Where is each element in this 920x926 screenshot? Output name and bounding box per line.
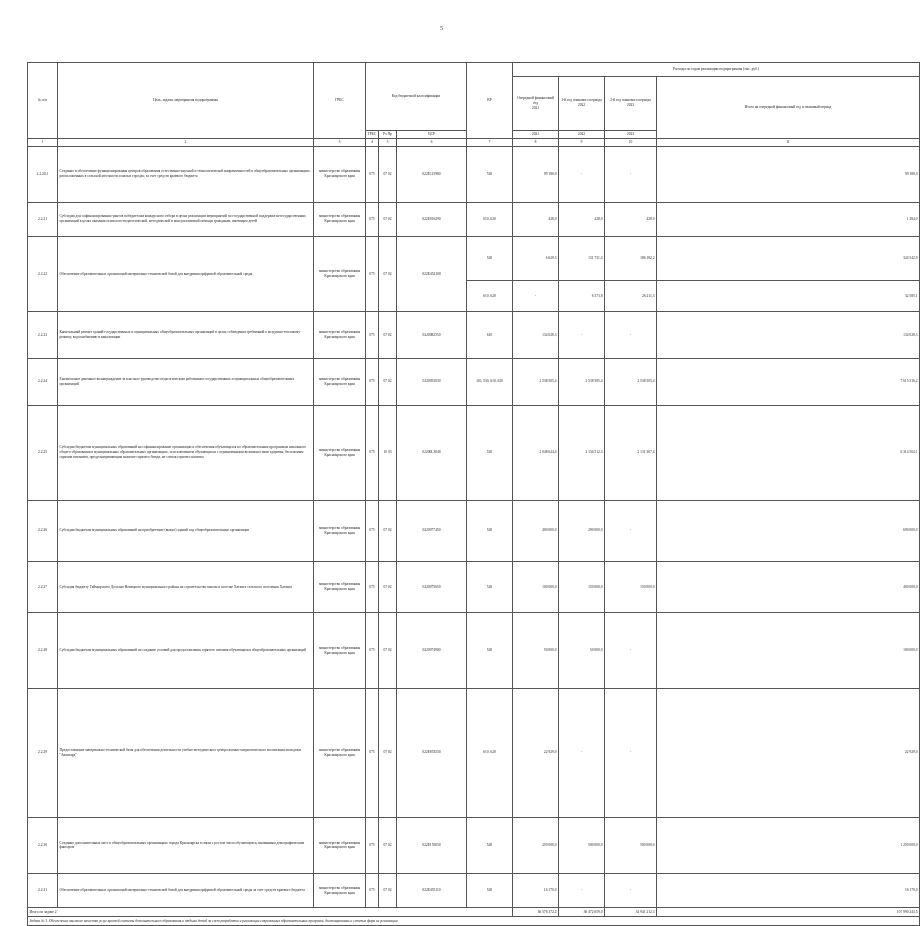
- table-row: [28, 312, 920, 359]
- row-task: Предоставление материально-технической базы для обеспечения деятельности учебно-методического центра военно-патриотического воспитания молодежи "Авангард": [58, 688, 314, 817]
- row-total: 22 929,0: [657, 688, 920, 817]
- row-rzpr: 07 02: [379, 312, 397, 359]
- row-value-2023: -: [605, 312, 657, 359]
- header-grbs: ГРБС: [366, 130, 379, 138]
- row-rzpr: 07 02: [379, 202, 397, 236]
- row-vr: 610, 620: [467, 202, 513, 236]
- row-org: министерство образования Красноярского края: [314, 312, 366, 359]
- row-rzpr: 07 02: [379, 613, 397, 689]
- header-kbk: Код бюджетной классификации: [366, 63, 467, 131]
- row-vr: 520: [467, 146, 513, 202]
- header-yr2: 2022: [559, 130, 605, 138]
- header-total: Итого на очередной финансовый год и плановый период: [657, 77, 920, 139]
- row-total: 1 250 000,0: [657, 817, 920, 873]
- row-rzpr: 07 02: [379, 874, 397, 908]
- table-row: [28, 146, 920, 202]
- row-csr: 02200L3040: [397, 405, 467, 500]
- row-rzpr: 07 02: [379, 500, 397, 561]
- row-number: 2.2.30: [28, 817, 58, 873]
- row-number: 2.2.25: [28, 405, 58, 500]
- row-number: 2.2.27: [28, 561, 58, 612]
- row-task: Субсидии бюджетам муниципальных образований на софинансирование организации и обеспечения обучающихся по образовательным программам начального общего образования в муниципальных образовательных организациях, за исключением обучающихся с ограниченными возможностями здоровья, бесплатным горячим питанием, предусматривающим наличие горячего блюда, не считая горячего напитка: [58, 405, 314, 500]
- row-total: 99 180,0: [657, 146, 920, 202]
- header-expenses: Расходы по годам реализации подпрограммы (тыс. руб.): [513, 63, 920, 77]
- row-task: Субсидия бюджету Таймырского Долгано-Ненецкого муниципального района на строительство школы в поселке Хатанга сельского поселения Хатанга: [58, 561, 314, 612]
- row-task: Обеспечение образовательных организаций материально-технической базой для внедрения цифровой образовательной среды за счет средств краевого бюджета: [58, 874, 314, 908]
- row-grbs: 075: [366, 561, 379, 612]
- row-value-2022: -: [559, 312, 605, 359]
- row-csr: 022E853550: [397, 688, 467, 817]
- row-value-2022: 500 000,0: [559, 817, 605, 873]
- row-value-2021: 400 000,0: [513, 500, 559, 561]
- row-grbs: 075: [366, 146, 379, 202]
- total-2023: 34 941 212,3: [605, 908, 657, 917]
- row-value-2021: 100 000,0: [513, 561, 559, 612]
- row-number: 2.2.20.1: [28, 146, 58, 202]
- row-value-2022: -: [559, 874, 605, 908]
- col-number: 3: [314, 138, 366, 146]
- row-vr: 520: [467, 405, 513, 500]
- row-total: 16 170,0: [657, 874, 920, 908]
- row-value-2021: 16 170,0: [513, 874, 559, 908]
- table-row: [28, 688, 920, 817]
- row-total: 134 028,3: [657, 312, 920, 359]
- task-3-title: Задача № 3. Обеспечение высокого качества услуг краевой системы дополнительного образования и отдыха детей за счет разработки и реализации современных образовательных программ, дистанционных и сетевых форм их реализации: [28, 917, 920, 926]
- row-vr: 520: [467, 236, 513, 281]
- row-grbs: 075: [366, 613, 379, 689]
- col-number: 5: [379, 138, 397, 146]
- row-task: Субсидии бюджетам муниципальных образований на приобретение (выкуп) зданий под общеобразовательные организации: [58, 500, 314, 561]
- header-grbs-name: ГРБС: [314, 63, 366, 139]
- row-csr: 022E155050: [397, 817, 467, 873]
- row-task: Создание дополнительных мест в общеобразовательных организациях города Красноярска в связи с ростом числа обучающихся, вызванным демографическим фактором: [58, 817, 314, 873]
- row-total: 324 542,9: [657, 236, 920, 281]
- row-vr: 520: [467, 613, 513, 689]
- row-value-2023: -: [605, 146, 657, 202]
- row-vr: 520: [467, 561, 513, 612]
- row-csr: 022E452100: [397, 236, 467, 312]
- row-csr: 022E115980: [397, 146, 467, 202]
- row-org: министерство образования Красноярского края: [314, 202, 366, 236]
- row-number: 2.2.23: [28, 312, 58, 359]
- table-row: [28, 874, 920, 908]
- row-task: Субсидии бюджетам муниципальных образований на создание условий для предоставления горячего питания обучающимся общеобразовательных организаций: [58, 613, 314, 689]
- col-number: 9: [559, 138, 605, 146]
- row-value-2021: 6 629,3: [513, 236, 559, 281]
- row-number: 2.2.28: [28, 613, 58, 689]
- row-rzpr: 07 02: [379, 561, 397, 612]
- row-number: 2.2.26: [28, 500, 58, 561]
- row-number: 2.2.29: [28, 688, 58, 817]
- row-csr: 0220075650: [397, 561, 467, 612]
- row-value-2021: 2 538 505,4: [513, 359, 559, 406]
- row-value-2022: 6 373,8: [559, 281, 605, 312]
- row-org: министерство образования Красноярского края: [314, 500, 366, 561]
- row-grbs: 075: [366, 359, 379, 406]
- row-value-2023: -: [605, 500, 657, 561]
- table-row: [28, 500, 920, 561]
- col-number: 7: [467, 138, 513, 146]
- row-value-2023: 428,0: [605, 202, 657, 236]
- row-org: министерство образования Красноярского края: [314, 236, 366, 312]
- row-value-2023: 26 211,3: [605, 281, 657, 312]
- header-yr3: 2023: [605, 130, 657, 138]
- row-grbs: 075: [366, 817, 379, 873]
- row-value-2022: -: [559, 688, 605, 817]
- row-total: 400 000,0: [657, 561, 920, 612]
- row-org: министерство образования Красноярского края: [314, 561, 366, 612]
- row-value-2023: 2 131 367,4: [605, 405, 657, 500]
- row-task: Ежемесячное денежное вознаграждение за классное руководство педагогическим работникам государственных и муниципальных общеобразовательных организаций: [58, 359, 314, 406]
- col-number: 8: [513, 138, 559, 146]
- subprogram-table: [27, 62, 920, 926]
- row-vr: 520: [467, 500, 513, 561]
- row-csr: 0220082550: [397, 312, 467, 359]
- row-number: 2.2.31: [28, 874, 58, 908]
- table-row: [28, 817, 920, 873]
- row-rzpr: 07 02: [379, 688, 397, 817]
- col-number: 2: [58, 138, 314, 146]
- row-vr: 610: [467, 312, 513, 359]
- header-csr: ЦСР: [397, 130, 467, 138]
- table-row: [28, 405, 920, 500]
- row-value-2022: 131 731,4: [559, 236, 605, 281]
- row-grbs: 075: [366, 202, 379, 236]
- row-org: министерство образования Красноярского края: [314, 359, 366, 406]
- col-number: 4: [366, 138, 379, 146]
- header-year-first: 1-й год планового периода 2022: [559, 77, 605, 131]
- row-grbs: 075: [366, 405, 379, 500]
- row-csr: 0220074900: [397, 613, 467, 689]
- row-total: 32 585,1: [657, 281, 920, 312]
- table-row: [28, 359, 920, 406]
- row-value-2023: 186 182,2: [605, 236, 657, 281]
- header-rzpr: Рз Пр: [379, 130, 397, 138]
- row-value-2022: 50 000,0: [559, 613, 605, 689]
- row-value-2023: 150 000,0: [605, 561, 657, 612]
- table-row: [28, 202, 920, 236]
- row-value-2022: -: [559, 146, 605, 202]
- header-year-current: Очередной финансовый год 2021: [513, 77, 559, 131]
- row-total: 690 000,0: [657, 500, 920, 561]
- row-vr: 110, 530, 610, 620: [467, 359, 513, 406]
- total-2021: 36 576 372,2: [513, 908, 559, 917]
- row-vr: 520: [467, 817, 513, 873]
- row-task: Создание и обеспечение функционирования центров образования естественно-научной и технологической направленностей в общеобразовательных организациях, расположенных в сельской местности и малых городах, за счет средств краевого бюджета: [58, 146, 314, 202]
- row-value-2022: 2 538 505,4: [559, 359, 605, 406]
- row-grbs: 075: [366, 500, 379, 561]
- row-value-2022: 2 134 512,3: [559, 405, 605, 500]
- row-rzpr: 07 02: [379, 817, 397, 873]
- row-total: 6 314 504,1: [657, 405, 920, 500]
- row-number: 2.2.24: [28, 359, 58, 406]
- row-task: Субсидии для софинансирования грантов победителям конкурсного отбора в целях реализации мероприятий по государственной поддержке негосударственных организаций в целях оказания психолого-педагогической, методической и консультативной помощи гражданам, имеющим детей: [58, 202, 314, 236]
- row-total: 1 284,0: [657, 202, 920, 236]
- row-value-2021: 99 180,0: [513, 146, 559, 202]
- row-value-2023: -: [605, 613, 657, 689]
- row-value-2021: -: [513, 281, 559, 312]
- row-total: 100 000,0: [657, 613, 920, 689]
- row-rzpr: 07 02: [379, 236, 397, 312]
- row-task: Обеспечение образовательных организаций материально-технической базой для внедрения цифровой образовательной среды: [58, 236, 314, 312]
- total-label: Итого по задаче 2: [28, 908, 513, 917]
- col-number: 11: [657, 138, 920, 146]
- row-rzpr: 07 02: [379, 359, 397, 406]
- row-grbs: 075: [366, 236, 379, 312]
- row-rzpr: 07 02: [379, 146, 397, 202]
- row-vr: 520: [467, 874, 513, 908]
- header-task: Цель, задачи, мероприятия подпрограммы: [58, 63, 314, 139]
- row-org: министерство образования Красноярского края: [314, 874, 366, 908]
- row-value-2022: 150 000,0: [559, 561, 605, 612]
- row-grbs: 075: [366, 874, 379, 908]
- table-row: [28, 613, 920, 689]
- row-number: 2.2.21: [28, 202, 58, 236]
- header-yr1: 2021: [513, 130, 559, 138]
- row-vr: 610, 620: [467, 688, 513, 817]
- page-number: 5: [440, 26, 443, 32]
- row-grbs: 075: [366, 312, 379, 359]
- header-no: № п/п: [28, 63, 58, 139]
- row-value-2022: 428,0: [559, 202, 605, 236]
- row-value-2021: 428,0: [513, 202, 559, 236]
- col-number: 1: [28, 138, 58, 146]
- row-csr: 022E455110: [397, 874, 467, 908]
- column-number-row: [28, 138, 920, 146]
- row-value-2021: 50 000,0: [513, 613, 559, 689]
- row-task: Капитальный ремонт зданий государственных и муниципальных общеобразовательных организаций в целях соблюдения требований к воздушно-тепловому режиму, водоснабжению и канализации: [58, 312, 314, 359]
- row-value-2021: 22 929,0: [513, 688, 559, 817]
- row-rzpr: 10 03: [379, 405, 397, 500]
- total-2022: 36 472 659,0: [559, 908, 605, 917]
- row-vr: 610, 620: [467, 281, 513, 312]
- row-org: министерство образования Красноярского края: [314, 688, 366, 817]
- header-vr: ВР: [467, 63, 513, 139]
- row-number: 2.2.22: [28, 236, 58, 312]
- row-value-2022: 290 000,0: [559, 500, 605, 561]
- total-row: [28, 908, 920, 917]
- row-org: министерство образования Красноярского края: [314, 405, 366, 500]
- row-org: министерство образования Красноярского края: [314, 817, 366, 873]
- row-org: министерство образования Красноярского края: [314, 613, 366, 689]
- task-3-row: [28, 917, 920, 926]
- row-csr: 022E016290: [397, 202, 467, 236]
- row-csr: 0220053030: [397, 359, 467, 406]
- table-row: [28, 561, 920, 612]
- row-value-2023: 2 538 505,4: [605, 359, 657, 406]
- col-number: 6: [397, 138, 467, 146]
- row-value-2023: 500 000,0: [605, 817, 657, 873]
- row-value-2021: 134 028,3: [513, 312, 559, 359]
- total-sum: 107 990 243,5: [657, 908, 920, 917]
- table-row: [28, 236, 920, 281]
- col-number: 10: [605, 138, 657, 146]
- header-year-second: 2-й год планового периода 2023: [605, 77, 657, 131]
- row-value-2021: 2 048 624,4: [513, 405, 559, 500]
- row-org: министерство образования Красноярского края: [314, 146, 366, 202]
- row-value-2021: 250 000,0: [513, 817, 559, 873]
- row-value-2023: -: [605, 874, 657, 908]
- row-value-2023: -: [605, 688, 657, 817]
- row-csr: 0220077450: [397, 500, 467, 561]
- row-total: 7 615 516,2: [657, 359, 920, 406]
- row-grbs: 075: [366, 688, 379, 817]
